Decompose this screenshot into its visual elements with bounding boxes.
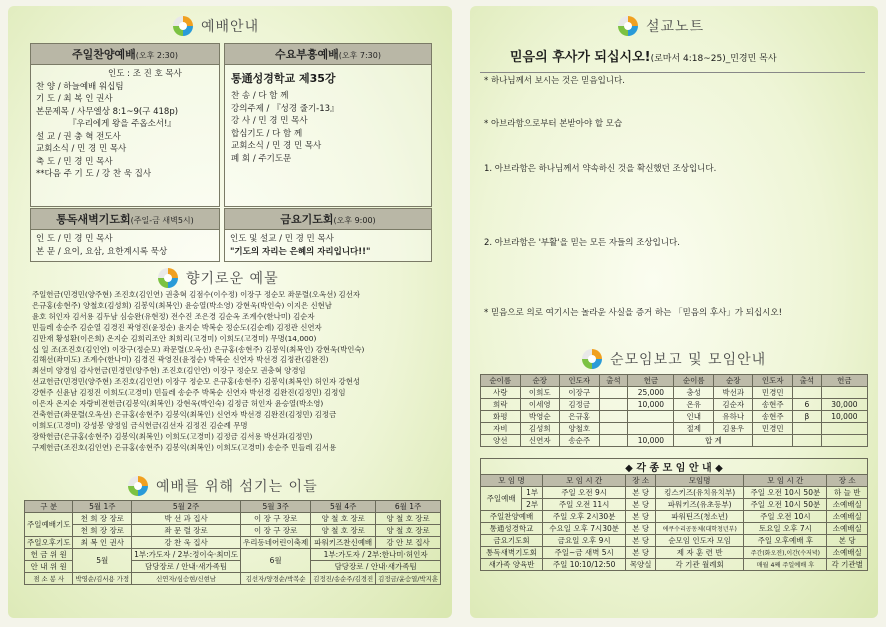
wednesday-subtitle: 통通성경학교 제35강	[231, 72, 336, 85]
meet-cell: 본 당	[626, 511, 656, 523]
meet-cell: 주간(화오전),이간(수저녁)	[744, 547, 827, 559]
sunday-benediction: 축 도 / 민 경 민 목사	[36, 156, 113, 167]
report-cell	[821, 387, 867, 399]
meet-head: 모 임 시 간	[543, 475, 626, 487]
meet-cell: 본 당	[626, 547, 656, 559]
serve-cell: 김정금/윤승열/박지훈	[376, 573, 441, 585]
meet-head: 모 임 시 간	[744, 475, 827, 487]
report-cell	[792, 423, 821, 435]
serve-cell: 양 철 호 장로	[376, 525, 441, 537]
sermon-heading: 믿음의 후사가 되십시오!	[510, 50, 651, 65]
meet-cell: 주일찬양예배	[481, 511, 543, 523]
serve-cell: 양 철 호 장로	[376, 513, 441, 525]
table-row	[481, 411, 868, 423]
meet-head: 모임명	[656, 475, 744, 487]
report-cell	[599, 435, 628, 447]
report-cell: 온유	[674, 399, 714, 411]
meet-cell: 토요일 오후 7시	[744, 523, 827, 535]
report-head: 인도자	[753, 375, 793, 387]
report-cell: 10,000	[628, 399, 674, 411]
serve-cell: 점 소 봉 사	[25, 573, 73, 585]
report-cell: 신연자	[520, 435, 560, 447]
sunday-next-prayer: **다음 주 기 도 / 강 찬 욱 집사	[36, 169, 152, 179]
serve-cell: 양 철 호 장로	[311, 525, 376, 537]
report-cell	[599, 411, 628, 423]
meet-cell: 주일 오전 9시	[543, 487, 626, 499]
offering-line: 은규홍(송현주) 양철호(김성희) 김봉익(최복인) 윤승열(박소영) 강현욱(박인숙) 이지은 신현남	[32, 300, 332, 310]
wed-line: 폐 회 / 주기도문	[231, 153, 292, 164]
serve-cell: 1부:가도자 / 2부:한나미·허인자	[311, 549, 441, 561]
offering-line: 구제헌금(조진호(김인연) 은규홍(송현주) 김봉익(최복인) 이희도(고경미) 송순주 민들레 김서용	[32, 442, 337, 452]
report-head: 인도자	[560, 375, 600, 387]
meet-cell: 소예배실	[827, 499, 868, 511]
report-head: 순장	[520, 375, 560, 387]
wed-line: 합심기도 / 다 함 께	[231, 128, 303, 139]
meet-head: 모 임 명	[481, 475, 543, 487]
serve-head: 5월 3주	[241, 501, 311, 513]
serve-cell: 박 선 과 집사	[132, 513, 241, 525]
offering-line: 이희도(고경미) 강성봉 양정임 금식헌금(김선자 김정진 김순례 무명	[32, 420, 248, 430]
sermon-note: * 하나님께서 보시는 것은 믿음입니다.	[484, 76, 625, 86]
report-head: 헌금	[821, 375, 867, 387]
meet-cell: 파워키즈(유초등부)	[656, 499, 744, 511]
serve-cell: 이 장 구 장로	[241, 513, 311, 525]
church-logo-icon	[618, 16, 638, 36]
left-panel	[8, 6, 452, 618]
report-cell: 은규홍	[560, 411, 600, 423]
report-cell: 송현주	[753, 411, 793, 423]
meet-cell: 순모임 인도자 모임	[656, 535, 744, 547]
meet-cell: 에쿠수리공동체(대학청년부)	[656, 523, 744, 535]
sermon-section-title: 설교노트	[618, 16, 704, 36]
report-cell	[599, 423, 628, 435]
report-cell: 송순주	[560, 435, 600, 447]
meet-cell: 주일예배	[481, 487, 522, 511]
report-cell: 민경민	[753, 387, 793, 399]
offering-line: 주일헌금(민경민(양주현) 조진호(김인연) 권충혁 김점수(이수정) 이장구 정순모 좌문렬(오옥선) 김선자	[32, 290, 360, 299]
report-cell: 10,000	[821, 411, 867, 423]
sermon-note: * 아브라함으로부터 본받아야 할 모습	[484, 119, 623, 129]
serve-section-title: 예배를 위해 섬기는 이들	[128, 476, 318, 496]
serve-cell: 안 내 위 원	[25, 561, 73, 573]
report-head: 순이름	[481, 375, 521, 387]
offering-line: 강현주 신윤남 김정진 이희도(고경미) 민들레 송순주 박복순 신연자 박선경 김완진(김정민) 김정임	[32, 388, 346, 398]
meet-cell: 주일 10:10/12:50	[543, 559, 626, 571]
report-cell: 사랑	[481, 387, 521, 399]
table-row	[481, 423, 868, 435]
meetings-title: ◆ 각 종 모 임 안 내 ◆	[481, 459, 868, 475]
wednesday-worship-header: 수요부흥예배(오후 7:30)	[225, 44, 431, 65]
report-head: 순장	[713, 375, 753, 387]
report-cell: 박영순	[520, 411, 560, 423]
report-cell: 송현주	[753, 399, 793, 411]
serve-cell: 주일예배기도	[25, 513, 73, 537]
right-panel	[470, 6, 878, 618]
sunday-prayer: 기 도 / 최 복 인 권사	[36, 94, 113, 104]
church-logo-icon	[173, 16, 193, 36]
meet-cell: 통通성경학교	[481, 523, 543, 535]
report-cell: 화평	[481, 411, 521, 423]
serve-cell: 강 찬 욱 집사	[132, 537, 241, 549]
wednesday-worship-box	[224, 43, 432, 207]
report-cell: 양철호	[560, 423, 600, 435]
report-cell: 절제	[674, 423, 714, 435]
table-row	[481, 559, 868, 571]
meet-cell: 목양실	[626, 559, 656, 571]
offering-line: 최선미 양경임 감사헌금(민경민(양주현) 조진호(김인연) 이장구 정순모 권충혁 양경임	[32, 366, 306, 376]
meet-cell: 수요일 오후 7시30분	[543, 523, 626, 535]
report-cell: 김성희	[520, 423, 560, 435]
serve-cell: 담당장로 / 안내·새가족팀	[311, 561, 441, 573]
serve-cell: 최 복 인 권사	[73, 537, 132, 549]
report-cell: 이희도	[520, 387, 560, 399]
serve-cell: 강 안 보 집사	[376, 537, 441, 549]
sermon-notes-area	[480, 72, 865, 345]
report-cell: 충성	[674, 387, 714, 399]
table-row	[25, 525, 441, 537]
meet-cell: 1부	[522, 487, 543, 499]
meet-cell: 제 자 훈 련 반	[656, 547, 744, 559]
offering-line: 김해선(좌미도) 조계수(한나미) 김경진 곽영진(윤정순) 박복순 신연자 박선경 김정관(김완진)	[32, 355, 329, 365]
table-row	[481, 435, 868, 447]
serve-head: 구 분	[25, 501, 73, 513]
report-cell: 25,000	[628, 387, 674, 399]
report-cell: 이세영	[520, 399, 560, 411]
meet-cell: 본 당	[626, 523, 656, 535]
table-row	[481, 387, 868, 399]
serve-table	[24, 500, 441, 585]
meet-cell: 주일 오후 2시30분	[543, 511, 626, 523]
meet-cell: 통독새벽기도회	[481, 547, 543, 559]
report-cell	[599, 399, 628, 411]
serve-cell: 양 철 호 장로	[311, 513, 376, 525]
offering-list	[32, 290, 364, 454]
serve-cell: 주일오후기도	[25, 537, 73, 549]
serve-cell: 신연자/심승현/신현남	[132, 573, 241, 585]
report-cell: 박선과	[713, 387, 753, 399]
sunday-scripture: 본문제목 / 사무엘상 8:1~9(구 418p)	[36, 106, 179, 117]
meet-cell: 본 당	[827, 535, 868, 547]
sunday-praise: 찬 양 / 하늘예배 워십팀	[36, 81, 124, 92]
meet-cell: 소예배실	[827, 511, 868, 523]
table-row	[481, 487, 868, 499]
friday-motto: "기도의 자리는 은혜의 자리입니다!!"	[230, 246, 371, 257]
report-cell	[628, 423, 674, 435]
friday-prayer-header: 금요기도회(오후 9:00)	[225, 209, 431, 230]
report-head: 출석	[792, 375, 821, 387]
meet-head: 장 소	[626, 475, 656, 487]
report-cell: 희락	[481, 399, 521, 411]
meet-cell: 본 당	[626, 487, 656, 499]
meet-cell: 킹스키즈(유치유치부)	[656, 487, 744, 499]
table-row	[25, 513, 441, 525]
sunday-sermon-title: 『우리에게 왕을 주옵소서!』	[68, 119, 176, 129]
serve-head: 5월 1주	[73, 501, 132, 513]
friday-prayer-box	[224, 208, 432, 262]
offering-section-title: 향기로운 예물	[158, 268, 279, 288]
report-cell	[792, 387, 821, 399]
sermon-note: 2. 아브라함은 '부활'을 믿는 모든 자들의 조상입니다.	[484, 238, 680, 248]
meet-cell: 소예배실	[827, 523, 868, 535]
report-cell: 인내	[674, 411, 714, 423]
meet-cell: 2부	[522, 499, 543, 511]
serve-head: 6월 1주	[376, 501, 441, 513]
report-cell	[821, 423, 867, 435]
wed-line: 강의주제 / 『성경 줄기-13』	[231, 103, 339, 114]
meet-head: 장 소	[827, 475, 868, 487]
report-cell	[628, 411, 674, 423]
meet-cell: 주일 오전 10시 50분	[744, 487, 827, 499]
meet-cell: 주일 오전 10시 50분	[744, 499, 827, 511]
report-cell: 민경민	[753, 423, 793, 435]
report-cell: 양선	[481, 435, 521, 447]
serve-cell: 1부:가도자 / 2부:정이숙·최미도	[132, 549, 241, 561]
offering-line: 김만재 황성환(이은희) 온지순 김희리조안 최희리(고경미) 이희도(고경미) 무명(14,000)	[32, 333, 317, 343]
sermon-note: * 믿음으로 의로 여기시는 놀라운 사실을 증거 하는 「믿음의 후사」가 되십시오!	[484, 308, 783, 318]
report-cell: 이장구	[560, 387, 600, 399]
table-row	[25, 537, 441, 549]
report-cell: 10,000	[628, 435, 674, 447]
report-cell	[753, 435, 793, 447]
table-row	[481, 499, 868, 511]
church-logo-icon	[582, 349, 602, 369]
meet-cell: 하 늘 반	[827, 487, 868, 499]
report-cell: 자비	[481, 423, 521, 435]
sunday-worship-box	[30, 43, 220, 207]
church-logo-icon	[158, 268, 178, 288]
dawn-text: 본 문 / 요이, 요삼, 요한계시록 묵상	[36, 246, 168, 257]
worship-section-title: 예배안내	[173, 16, 259, 36]
serve-cell: 박영순/김서용 가정	[73, 573, 132, 585]
serve-cell: 5월	[73, 549, 132, 573]
meet-cell: 금요일 오후 9시	[543, 535, 626, 547]
report-cell: 30,000	[821, 399, 867, 411]
report-total-label: 합 계	[674, 435, 753, 447]
serve-cell: 파워키즈찬신예배	[311, 537, 376, 549]
dawn-prayer-header: 통독새벽기도회(주일-금 새벽5시)	[31, 209, 219, 230]
report-head: 순이름	[674, 375, 714, 387]
serve-cell: 김정진/송순주/김경진	[311, 573, 376, 585]
meet-cell: 주일 오전 11시	[543, 499, 626, 511]
offering-line: 건축헌금(좌문렬(오옥선) 은규홍(송현주) 김봉익(최복인) 신연자 박선경 김완진(김정민) 김정금	[32, 409, 337, 419]
sunday-worship-header: 주일찬양예배(오후 2:30)	[31, 44, 219, 65]
report-table	[480, 374, 868, 447]
meet-cell: 본 당	[626, 535, 656, 547]
report-head: 헌금	[628, 375, 674, 387]
sermon-note: 1. 아브라함은 하나님께서 약속하신 것을 확신했던 조상입니다.	[484, 164, 717, 174]
wed-line: 교회소식 / 민 경 민 목사	[231, 141, 322, 151]
meet-cell: 주일 오후예배 후	[744, 535, 827, 547]
meet-cell: 매월 4째 주일예배 후	[744, 559, 827, 571]
dawn-leader: 인 도 / 민 경 민 목사	[36, 234, 113, 244]
serve-cell: 담당장로 / 안내·새가족팀	[132, 561, 241, 573]
table-row	[481, 535, 868, 547]
meet-cell: 각 기관별	[827, 559, 868, 571]
meet-cell: 주일~금 새벽 5시	[543, 547, 626, 559]
report-cell: 김용우	[713, 423, 753, 435]
serve-cell: 헌 금 위 원	[25, 549, 73, 561]
table-row	[25, 549, 441, 561]
table-row	[481, 399, 868, 411]
sunday-news: 교회소식 / 민 경 민 목사	[36, 144, 127, 154]
meetings-table	[480, 458, 868, 571]
report-cell: 유하나	[713, 411, 753, 423]
serve-cell: 이 장 구 장로	[241, 525, 311, 537]
table-row	[481, 523, 868, 535]
serve-cell: 우리동네어린이축제	[241, 537, 311, 549]
dawn-prayer-box	[30, 208, 220, 262]
offering-line: 선교헌금(민경민(양주현) 조진호(김인연) 이장구 정순모 은규홍(송현주) 김봉익(최복인) 허인자 강현성	[32, 377, 360, 387]
meet-cell: 주일 오전 10시	[744, 511, 827, 523]
offering-line: 이은자 온지순 자랑비전헌금(김봉익(최복인) 강현욱(박인숙) 김정금 허인자 윤승열(박소영)	[32, 399, 324, 409]
offering-line: 민들레 송순주 김순열 김경진 곽영진(윤정순) 윤지순 박복순 정순도(김순례) 김정관 신연자	[32, 322, 322, 332]
table-row	[481, 547, 868, 559]
meet-cell: 파워틴즈(청소년)	[656, 511, 744, 523]
sermon-reference: (로마서 4:18~25)_민경민 목사	[650, 54, 777, 64]
report-cell	[599, 387, 628, 399]
meet-cell: 새가족 양육반	[481, 559, 543, 571]
report-cell: β	[792, 411, 821, 423]
report-cell: 김정금	[560, 399, 600, 411]
report-head: 출석	[599, 375, 628, 387]
serve-cell: 천 희 장 장로	[73, 525, 132, 537]
offering-line: 십 일 조(조진호(김인연) 이장구(정순모) 좌문렬(오옥선) 은규홍(송현주) 김봉익(최복인) 강현욱(박인숙)	[32, 344, 365, 354]
offering-line: 장학헌금(은규홍(송현주) 김봉익(최복인) 이희도(고경미) 김정금 김서용 박선과(김정민)	[32, 431, 313, 441]
sunday-sermon: 설 교 / 권 충 혁 전도사	[36, 131, 121, 142]
table-row	[481, 511, 868, 523]
sermon-heading-row	[510, 46, 777, 65]
offering-line: 윤호 허인자 김서용 김두남 심승완(유현정) 전수진 조은경 김순옥 조계수(한나미) 김순자	[32, 311, 315, 321]
serve-head: 5월 4주	[311, 501, 376, 513]
report-cell	[821, 435, 867, 447]
serve-cell: 좌 문 렬 장로	[132, 525, 241, 537]
wed-line: 강 사 / 민 경 민 목사	[231, 116, 308, 126]
meet-cell: 본 당	[626, 499, 656, 511]
sunday-leader: 인도 : 조 진 호 목사	[108, 69, 182, 79]
serve-head: 5월 2주	[132, 501, 241, 513]
serve-cell: 김선자/양경순/박복순	[241, 573, 311, 585]
serve-cell: 천 희 장 장로	[73, 513, 132, 525]
table-row	[25, 573, 441, 585]
meet-cell: 각 기관 월례회	[656, 559, 744, 571]
meet-cell: 소예배실	[827, 547, 868, 559]
church-logo-icon	[128, 476, 148, 496]
serve-cell: 6월	[241, 549, 311, 573]
report-cell: 6	[792, 399, 821, 411]
report-cell: 김순자	[713, 399, 753, 411]
friday-leader: 인도 및 설교 / 민 경 민 목사	[230, 234, 334, 244]
report-section-title: 순모임보고 및 모임안내	[582, 349, 766, 369]
report-cell	[792, 435, 821, 447]
meet-cell: 금요기도회	[481, 535, 543, 547]
wed-line: 찬 송 / 다 함 께	[231, 91, 289, 101]
